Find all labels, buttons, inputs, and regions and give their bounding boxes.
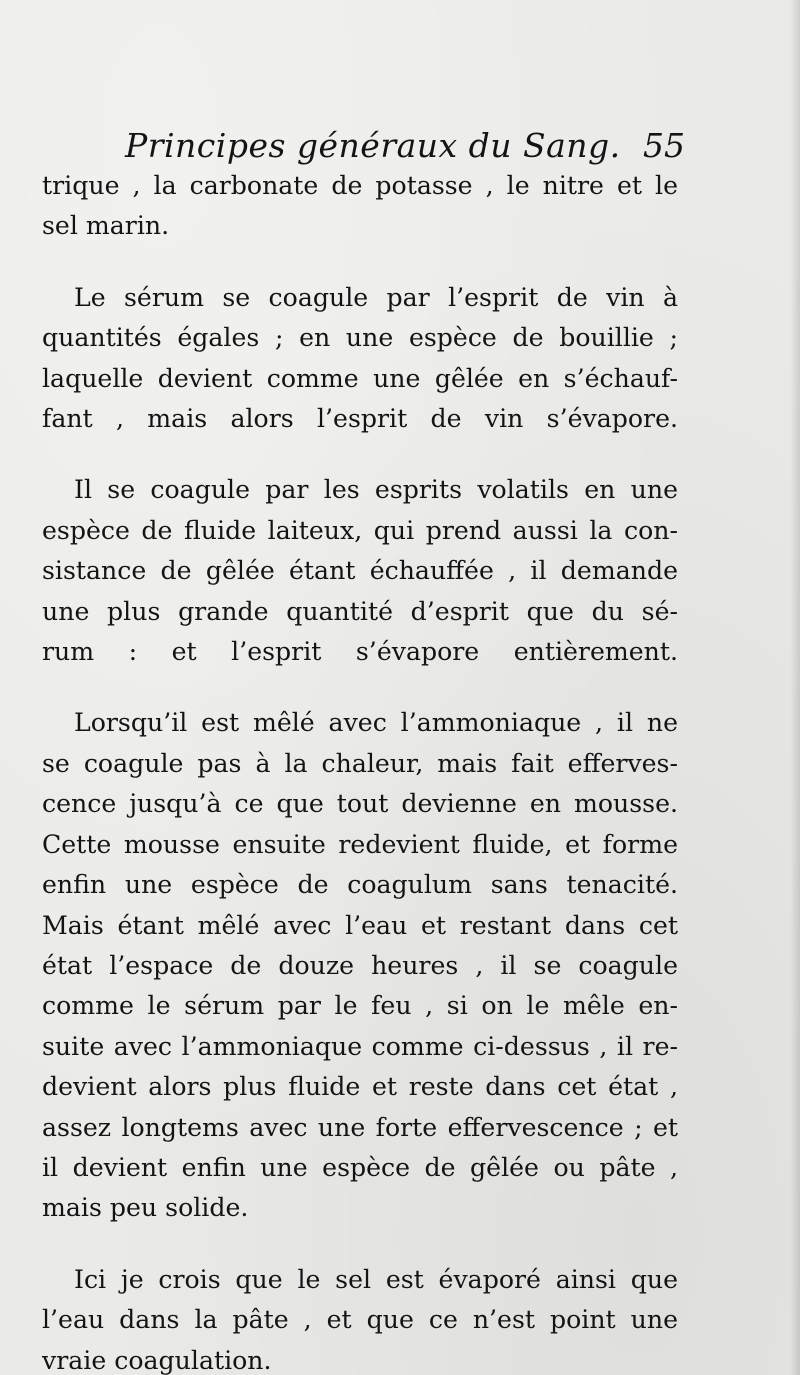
text-line: il devient enfin une espèce de gêlée ou pâte , xyxy=(42,1152,678,1182)
text-line: Le sérum se coagule par l’esprit de vin à xyxy=(74,282,678,312)
paragraph-continuation xyxy=(42,166,678,247)
text-line: comme le sérum par le feu , si on le mêle en- xyxy=(42,991,678,1021)
text-line: enfin une espèce de coagulum sans tenacité. xyxy=(42,870,678,900)
text-line: rum : et l’esprit s’évapore entièrement. xyxy=(42,637,678,667)
text-line: se coagule pas à la chaleur, mais fait efferves- xyxy=(42,748,678,778)
text-line: l’eau dans la pâte , et que ce n’est point une xyxy=(42,1305,678,1335)
text-line: devient alors plus fluide et reste dans cet état , xyxy=(42,1072,678,1102)
text-line: suite avec l’ammoniaque comme ci-dessus , il re- xyxy=(42,1031,678,1061)
text-line: Lorsqu’il est mêlé avec l’ammoniaque , il ne xyxy=(74,708,678,738)
text-line: trique , la carbonate de potasse , le nitre et le xyxy=(42,171,678,200)
body-text xyxy=(42,166,678,1375)
paragraph-serum-esprit-de-vin xyxy=(42,278,678,440)
text-line: quantités égales ; en une espèce de bouillie ; xyxy=(42,323,678,353)
paragraph-conclusion xyxy=(42,1260,678,1375)
text-line: vraie coagulation. xyxy=(42,1345,272,1375)
page-edge-shadow xyxy=(790,0,800,1375)
text-line: Ici je crois que le sel est évaporé ainsi que xyxy=(74,1264,678,1294)
text-line: sel marin. xyxy=(42,211,170,241)
text-line: laquelle devient comme une gêlée en s’échauf- xyxy=(42,363,678,393)
paragraph-esprits-volatils xyxy=(42,470,678,672)
text-line: Cette mousse ensuite redevient fluide, et forme xyxy=(42,829,678,859)
text-line: assez longtems avec une forte effervescence ; et xyxy=(42,1112,678,1142)
running-title: Principes généraux du Sang. xyxy=(125,126,621,165)
text-line: cence jusqu’à ce que tout devienne en mousse. xyxy=(42,789,678,819)
text-line: fant , mais alors l’esprit de vin s’évapore. xyxy=(42,404,678,434)
text-line: état l’espace de douze heures , il se coagule xyxy=(42,950,678,980)
page-number: 55 xyxy=(643,126,685,165)
text-line: Mais étant mêlé avec l’eau et restant dans cet xyxy=(42,910,678,940)
text-line: sistance de gêlée étant échauffée , il demande xyxy=(42,556,678,586)
paragraph-ammoniaque xyxy=(42,703,678,1228)
text-line: espèce de fluide laiteux, qui prend aussi la con- xyxy=(42,515,678,545)
text-line: mais peu solide. xyxy=(42,1193,249,1223)
text-line: Il se coagule par les esprits volatils en une xyxy=(74,475,678,505)
text-line: une plus grande quantité d’esprit que du sé- xyxy=(42,596,678,626)
